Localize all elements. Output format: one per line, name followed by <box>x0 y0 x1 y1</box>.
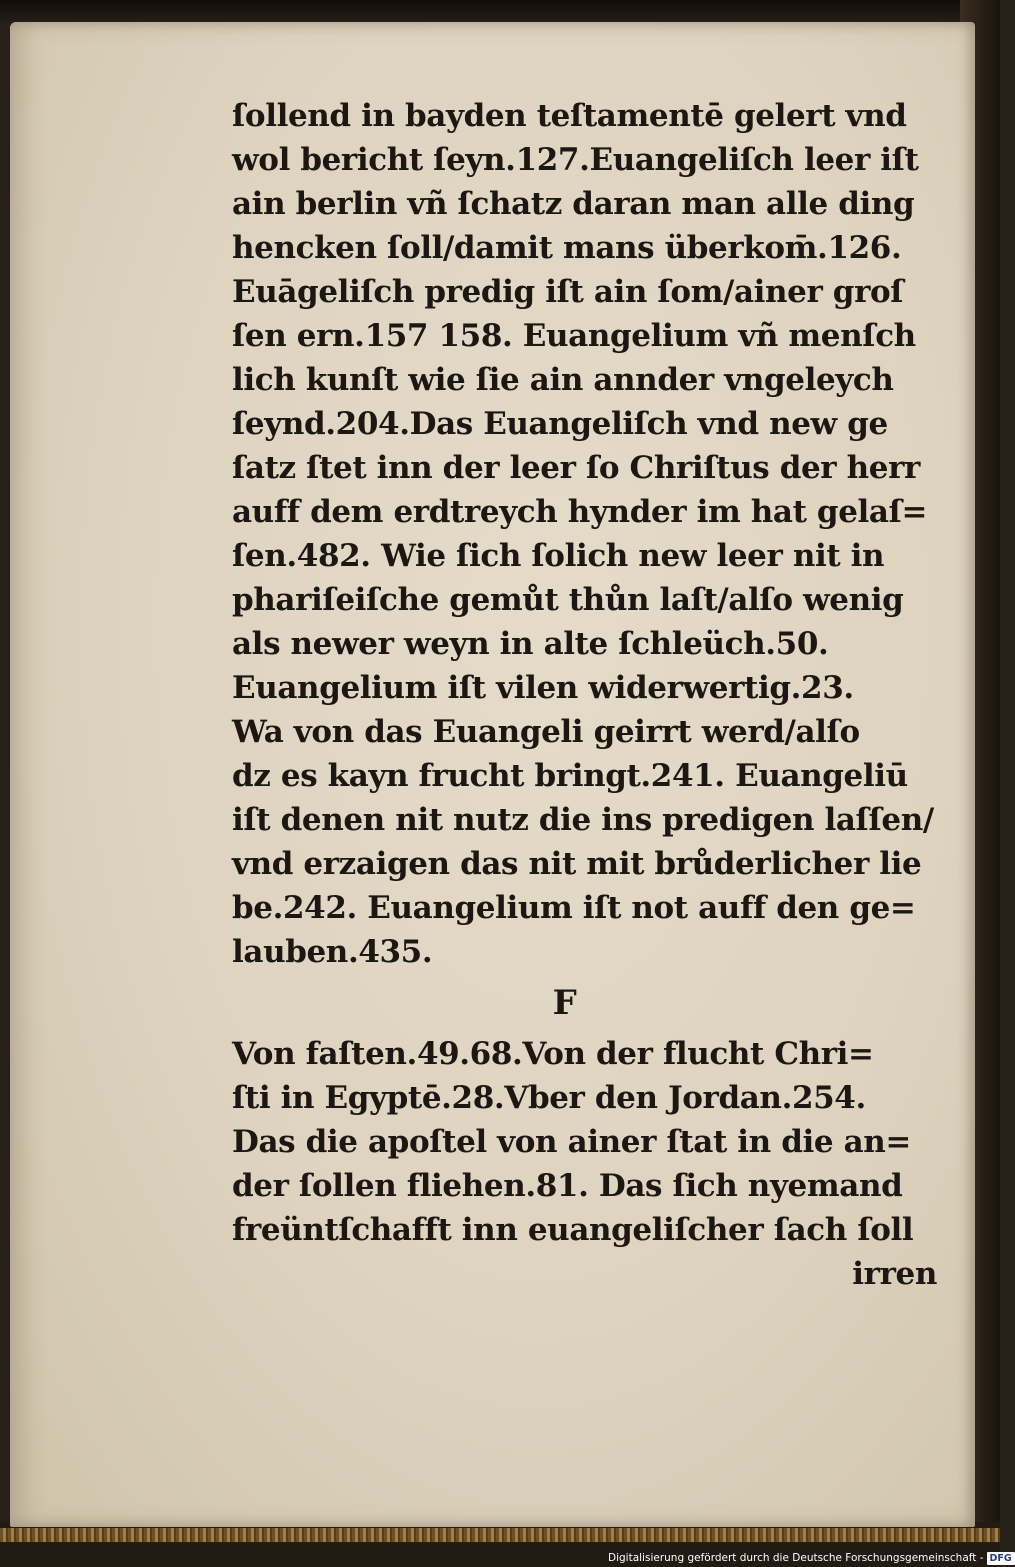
page-text <box>232 94 937 1296</box>
text-line: ſatz ſtet inn der leer ſo Chriſtus der herr <box>232 450 920 486</box>
text-line: der ſollen fliehen.81. Das ſich nyemand <box>232 1168 903 1204</box>
text-line: lauben.435. <box>232 934 433 970</box>
digitization-credit <box>608 1549 1015 1567</box>
text-line: ſti in Egyptē.28.Vber den Jordan.254. <box>232 1080 866 1116</box>
text-line: freüntſchafft inn euangeliſcher ſach ſoll <box>232 1212 914 1248</box>
text-line: dz es kayn frucht bringt.241. Euangeliū <box>232 758 908 794</box>
text-line: Euangelium iſt vilen widerwertig.23. <box>232 670 854 706</box>
text-line: ain berlin vñ ſchatz daran man alle ding <box>232 186 915 222</box>
text-line: wol bericht ſeyn.127.Euangeliſch leer iſt <box>232 142 919 178</box>
text-line: ſeynd.204.Das Euangeliſch vnd new ge <box>232 406 888 442</box>
text-line: auff dem erdtreych hynder im hat gelaſ= <box>232 494 928 530</box>
text-line: ſollend in bayden teſtamentē gelert vnd <box>232 98 907 134</box>
text-line: Wa von das Euangeli geirrt werd/alſo <box>232 714 860 750</box>
catchword: irren <box>852 1256 937 1292</box>
text-line: Euāgeliſch predig iſt ain ſom/ainer groſ <box>232 274 904 310</box>
text-line: phariſeiſche gemůt thůn laſt/alſo wenig <box>232 582 904 618</box>
credit-text: Digitalisierung gefördert durch die Deutsche Forschungsgemeinschaft - <box>608 1552 984 1564</box>
text-line: vnd erzaigen das nit mit brůderlicher lie <box>232 846 922 882</box>
text-line: ſen ern.157 158. Euangelium vñ menſch <box>232 318 916 354</box>
text-line: iſt denen nit nutz die ins predigen laſſen/ <box>232 802 934 838</box>
dfg-logo: DFG <box>987 1552 1015 1565</box>
text-line: hencken ſoll/damit mans überkom̄.126. <box>232 230 902 266</box>
gilt-page-edge <box>0 1528 1000 1542</box>
text-line: Das die apoſtel von ainer ſtat in die an= <box>232 1124 911 1160</box>
text-line: als newer weyn in alte ſchleüch.50. <box>232 626 829 662</box>
text-line: ſen.482. Wie ſich ſolich new leer nit in <box>232 538 885 574</box>
text-line: lich kunſt wie ſie ain annder vngeleych <box>232 362 894 398</box>
text-line: be.242. Euangelium iſt not auff den ge= <box>232 890 916 926</box>
text-line: Von faſten.49.68.Von der flucht Chri= <box>232 1036 874 1072</box>
section-letter: F <box>552 983 577 1023</box>
